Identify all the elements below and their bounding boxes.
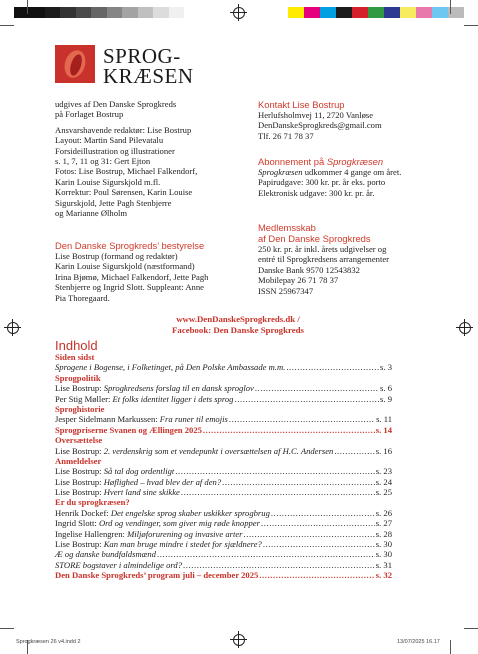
toc-entry[interactable] <box>55 529 392 539</box>
toc-entry-page: s. 32 <box>375 570 392 581</box>
toc-entry[interactable] <box>55 394 392 404</box>
subscription-line: Elektronisk udgave: 300 kr. pr. år. <box>258 187 375 198</box>
registration-mark-right-icon <box>459 322 471 334</box>
toc-section-heading: Sprogpolitik <box>55 372 101 383</box>
board-line: Irina Bjømø, Michael Falkendorf, Jette Pagh <box>55 271 209 282</box>
toc-entry-prize[interactable] <box>55 425 392 435</box>
masthead-line: Ansvarshavende redaktør: Lise Bostrup <box>55 124 192 135</box>
toc-entry-title: Et folks identitet ligger i dets sprog <box>112 393 234 404</box>
toc-entry-page: s. 26 <box>375 507 392 518</box>
facebook-link[interactable]: Facebook: Den Danske Sprogkreds <box>172 324 304 335</box>
toc-entry-title: Ord og vendinger, som giver mig røde knopper <box>98 518 260 529</box>
toc-entry-page: s. 24 <box>375 476 392 487</box>
toc-entry-author: Lise Bostrup: <box>55 383 104 394</box>
masthead-line: udgives af Den Danske Sprogkreds <box>55 99 177 109</box>
membership-heading-2: af Den Danske Sprogkreds <box>258 233 371 244</box>
toc-entry-text <box>55 394 233 404</box>
toc-leader <box>271 508 375 518</box>
toc-entry-title: Sprogpriserne Svanen og Ællingen 2025 <box>55 424 202 435</box>
membership-line: Mobilepay 26 71 78 37 <box>258 275 339 286</box>
toc-entry-author: Lise Bostrup: <box>55 487 104 498</box>
toc-entry-title: Så tal dog ordentligt <box>103 466 175 477</box>
crop-mark <box>450 640 451 654</box>
crop-mark <box>0 25 14 26</box>
toc-leader <box>286 362 379 372</box>
toc-entry-title: STORE bogstaver i almindelige ord? <box>55 559 182 570</box>
toc-entry-text <box>55 539 262 549</box>
subscription-title: Sprogkræsen <box>258 167 303 177</box>
masthead-credits <box>55 99 255 218</box>
toc-leader <box>259 570 374 580</box>
subscription-section <box>258 156 463 198</box>
toc-entry-page: s. 30 <box>375 549 392 560</box>
contact-line: Herlufsholmvej 11, 2720 Vanløse <box>258 110 374 120</box>
toc-entry-title: Den Danske Sprogkreds’ program juli – december 2025 <box>55 570 259 581</box>
registration-mark-top-icon <box>233 7 245 19</box>
toc-entry-title: Hvert land sine skikke <box>103 487 180 498</box>
masthead-line: Forsideillustration og illustrationer <box>55 145 175 156</box>
toc-entry-program[interactable] <box>55 570 392 580</box>
membership-line: 250 kr. pr. år inkl. årets udgivelser og <box>258 244 387 254</box>
toc-entry-title: 2. verdenskrig som et vendepunkt i oversættelsen af H.C. Andersen <box>103 445 334 456</box>
toc-entry-page: s. 14 <box>375 424 392 435</box>
print-slug-right: 13/07/2025 16.17 <box>397 639 440 645</box>
toc-entry-text <box>55 466 174 476</box>
toc-leader <box>203 425 375 435</box>
toc-entry-author: Ingrid Slott: <box>55 518 99 529</box>
toc-entry-page: s. 11 <box>376 414 392 425</box>
logo-line-1: SPROG- <box>103 44 181 68</box>
toc-leader <box>263 539 375 549</box>
toc-leader <box>183 560 375 570</box>
masthead-line: Karin Louise Sigurskjold m.fl. <box>55 176 161 187</box>
crop-mark <box>464 628 478 629</box>
toc-entry-title: Det engelske sprog skaber uskikker sprogbrug <box>110 507 270 518</box>
toc-entry-page: s. 9 <box>380 393 392 404</box>
toc-leader <box>181 487 375 497</box>
toc-entry[interactable] <box>55 466 392 476</box>
masthead-line: på Forlaget Bostrup <box>55 109 124 120</box>
subscription-heading-title: Sprogkræsen <box>326 156 384 167</box>
crop-mark <box>0 628 14 629</box>
print-color-bar <box>288 7 464 18</box>
masthead-line: og Marianne Ølholm <box>55 208 128 219</box>
toc-title: Indhold <box>55 338 98 353</box>
masthead-line: Sigurskjold, Jette Pagh Stenbjerre <box>55 197 172 208</box>
masthead-line: s. 1, 7, 11 og 31: Gert Ejton <box>55 156 151 167</box>
toc-leader <box>229 414 375 424</box>
toc-leader <box>261 518 375 528</box>
toc-entry-page: s. 28 <box>375 528 392 539</box>
contact-heading: Kontakt Lise Bostrup <box>258 99 345 110</box>
sprogkraesen-logo-icon <box>55 45 95 83</box>
toc-entry-title: Sprogene i Bogense, i Folketinget, på Den Polske Ambassade m.m. <box>55 362 286 373</box>
masthead-line: Fotos: Lise Bostrup, Michael Falkendorf, <box>55 166 198 177</box>
board-line: Lise Bostrup (formand og redaktør) <box>55 251 178 261</box>
crop-mark <box>27 0 28 14</box>
toc-leader <box>157 549 375 559</box>
toc-entry-author: Lise Bostrup: <box>55 539 104 550</box>
membership-line: ISSN 25967347 <box>258 285 314 296</box>
web-links <box>80 314 396 335</box>
toc-entry-page: s. 23 <box>375 466 392 477</box>
contact-section <box>258 99 458 141</box>
toc-entry-page: s. 31 <box>375 559 392 570</box>
subscription-heading <box>258 156 463 167</box>
toc-entry-text <box>55 518 260 528</box>
toc-leader <box>222 477 375 487</box>
toc-entry-title: Fra runer til emojis <box>159 414 228 425</box>
toc-entry-page: s. 3 <box>380 362 392 373</box>
toc-leader <box>175 466 374 476</box>
toc-entry[interactable] <box>55 383 392 393</box>
toc-entry[interactable] <box>55 487 392 497</box>
board-section <box>55 240 255 303</box>
toc-leader <box>244 529 375 539</box>
crop-mark <box>464 25 478 26</box>
toc-entry-title: Sprogkredsens forslag til en dansk sproglov <box>103 383 254 394</box>
toc-entry-page: s. 6 <box>380 383 392 394</box>
toc-section-heading: Anmeldelser <box>55 455 102 466</box>
toc-entry-text <box>55 529 243 539</box>
masthead-line: Korrektur: Poul Sørensen, Karin Louise <box>55 187 193 198</box>
toc-entry[interactable] <box>55 539 392 549</box>
toc-section-heading: Oversættelse <box>55 435 103 446</box>
toc-entry-author: Jesper Sidelmann Markussen: <box>55 414 160 425</box>
toc-entry-title: Miljøforurening og invasive arter <box>127 528 243 539</box>
masthead-line: Layout: Martin Sand Pilevatalu <box>55 135 164 146</box>
toc-entry-title: Æ og danske bundfaldsmænd <box>55 549 156 560</box>
toc-entry-author: Lise Bostrup: <box>55 466 104 477</box>
toc-entry-text <box>55 487 180 497</box>
toc-entry-page: s. 25 <box>375 487 392 498</box>
toc-section-heading: Sproghistorie <box>55 403 105 414</box>
toc-entry[interactable] <box>55 446 392 456</box>
print-grayscale-bar <box>14 7 184 18</box>
toc-entry-title: Kan man bruge mindre i stedet for sjældnere? <box>103 539 262 550</box>
print-slug-left: Sprogkræsen 26 v4.indd 2 <box>16 639 81 645</box>
toc-entry[interactable] <box>55 560 392 570</box>
website-link[interactable]: www.DenDanskeSprogkreds.dk / <box>176 314 300 324</box>
toc-entry-page: s. 27 <box>375 518 392 529</box>
toc-leader <box>334 446 374 456</box>
membership-line: entré til Sprogkredsens arrangementer <box>258 254 390 265</box>
registration-mark-bottom-icon <box>233 634 245 646</box>
toc-entry-author: Lise Bostrup: <box>55 476 104 487</box>
subscription-frequency: udkommer 4 gange om året. <box>302 167 402 177</box>
toc-entry-page: s. 30 <box>375 539 392 550</box>
toc-entry-author: Per Stig Møller: <box>55 393 113 404</box>
toc-entry-text <box>55 414 228 424</box>
logo-line-2: KRÆSEN <box>103 64 194 88</box>
toc-entry-text <box>55 477 221 487</box>
toc-entry[interactable] <box>55 549 392 559</box>
logo-wordmark <box>103 46 194 86</box>
toc-entry-text <box>55 446 333 456</box>
board-line: Stenbjerre og Ingrid Slott. Suppleant: Anne <box>55 282 204 293</box>
toc-entry[interactable] <box>55 518 392 528</box>
crop-mark <box>450 0 451 14</box>
toc-entry[interactable] <box>55 508 392 518</box>
toc-entry-text <box>55 383 254 393</box>
contact-email[interactable]: DenDanskeSprogkreds@gmail.com <box>258 120 382 131</box>
subscription-line: Papirudgave: 300 kr. pr. år eks. porto <box>258 177 386 188</box>
toc-entry-title: Høflighed – hvad blev der af den? <box>103 476 222 487</box>
toc-entry-page: s. 16 <box>375 445 392 456</box>
membership-line: Danske Bank 9570 12543832 <box>258 264 360 275</box>
contact-phone: Tlf. 26 71 78 37 <box>258 130 314 141</box>
toc-entry[interactable] <box>55 414 392 424</box>
toc-section-heading: Er du sprogkræsen? <box>55 497 130 508</box>
toc-entry[interactable] <box>55 477 392 487</box>
toc-entry-author: Ingelise Hallengren: <box>55 528 128 539</box>
toc-entry-author: Lise Bostrup: <box>55 445 104 456</box>
membership-section <box>258 222 463 296</box>
board-line: Pia Thoregaard. <box>55 292 110 303</box>
toc-leader <box>255 383 379 393</box>
subscription-line <box>258 167 463 177</box>
toc-entry[interactable] <box>55 362 392 372</box>
toc-entry-author: Henrik Dockef: <box>55 507 111 518</box>
toc-leader <box>234 394 379 404</box>
toc-entry-text <box>55 508 270 518</box>
toc-section-heading: Siden sidst <box>55 352 95 362</box>
membership-heading: Medlemsskab <box>258 222 316 233</box>
table-of-contents <box>55 352 392 581</box>
subscription-heading-prefix: Abonnement på <box>258 156 327 167</box>
registration-mark-left-icon <box>7 322 19 334</box>
board-line: Karin Louise Sigurskjold (næstformand) <box>55 261 195 272</box>
board-heading: Den Danske Sprogkreds’ bestyrelse <box>55 240 205 251</box>
